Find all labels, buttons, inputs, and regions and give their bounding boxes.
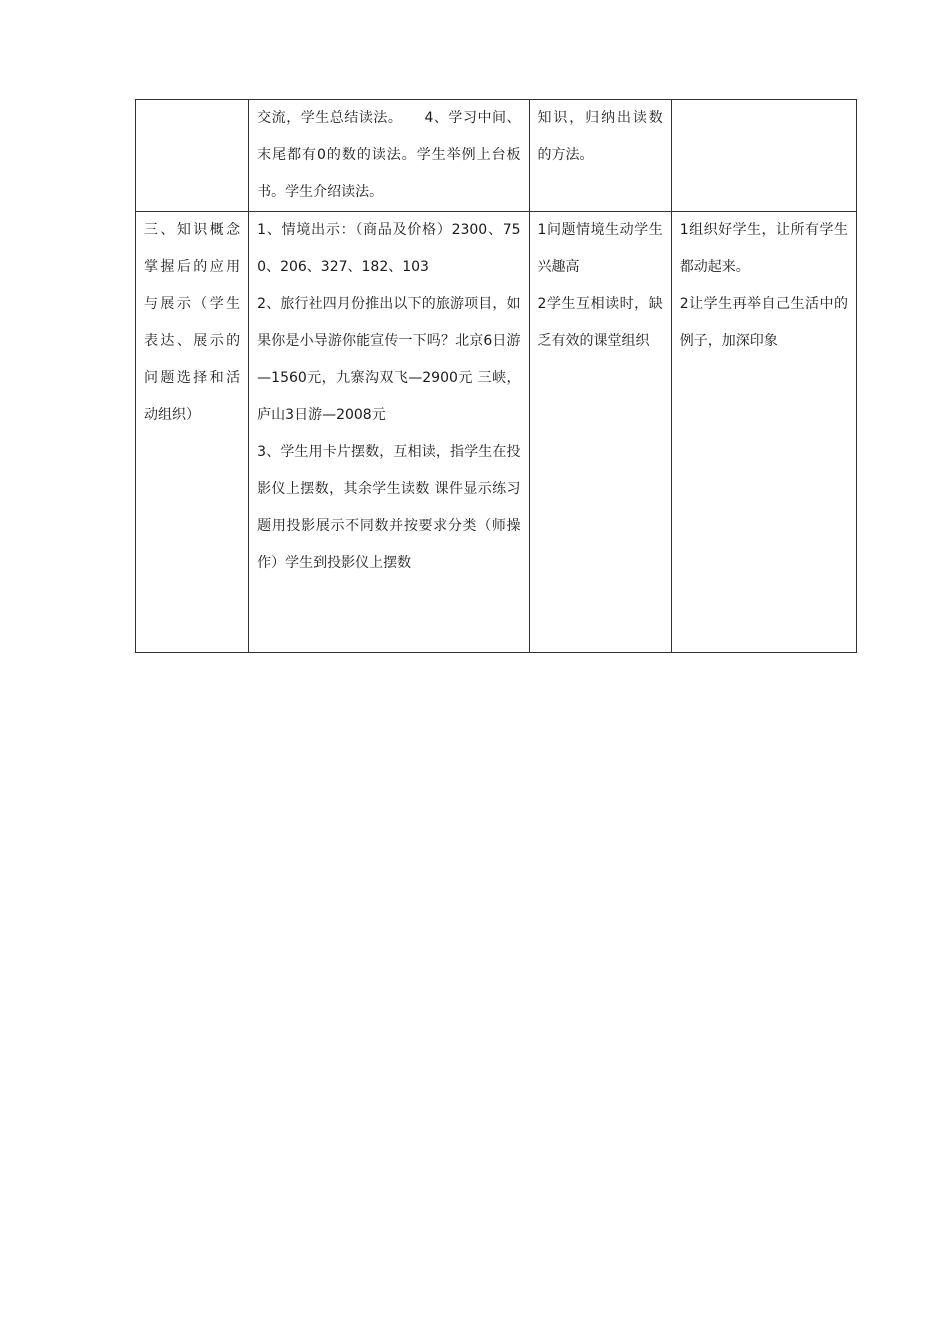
stage-title: 三、知识概念掌握后的应用与展示（学生表达、展示的问题选择和活动组织） bbox=[144, 222, 241, 423]
row2-activity-cell bbox=[249, 212, 529, 653]
observation-item-1: 1问题情境生动学生兴趣高 bbox=[537, 222, 663, 275]
table-row bbox=[136, 212, 857, 653]
row2-improvement-cell bbox=[671, 212, 856, 653]
row1-observation-text: 知识，归纳出读数的方法。 bbox=[537, 110, 663, 163]
row2-stage-cell bbox=[136, 212, 249, 653]
row1-activity-text: 交流，学生总结读法。 4、学习中间、末尾都有0的数的读法。学生举例上台板书。学生介绍读法。 bbox=[257, 110, 521, 200]
row1-activity-cell bbox=[249, 100, 529, 212]
table-row bbox=[136, 100, 857, 212]
row2-observation-cell bbox=[529, 212, 671, 653]
improvement-item-2: 2让学生再举自己生活中的例子，加深印象 bbox=[679, 296, 848, 349]
activity-item-2: 2、旅行社四月份推出以下的旅游项目，如果你是小导游你能宣传一下吗？北京6日游—1560元，九寨沟双飞—2900元 三峡，庐山3日游—2008元 bbox=[257, 296, 521, 423]
observation-item-2: 2学生互相读时，缺乏有效的课堂组织 bbox=[537, 296, 663, 349]
row1-improvement-cell bbox=[671, 100, 856, 212]
activity-item-3: 3、学生用卡片摆数，互相读，指学生在投影仪上摆数，其余学生读数 课件显示练习题用投影展示不同数并按要求分类（师操作）学生到投影仪上摆数 bbox=[257, 444, 521, 571]
lesson-plan-table bbox=[135, 99, 857, 653]
improvement-item-1: 1组织好学生，让所有学生都动起来。 bbox=[679, 222, 848, 275]
activity-item-1: 1、情境出示：（商品及价格）2300、750、206、327、182、103 bbox=[257, 222, 521, 275]
row1-observation-cell bbox=[529, 100, 671, 212]
row1-stage-cell bbox=[136, 100, 249, 212]
